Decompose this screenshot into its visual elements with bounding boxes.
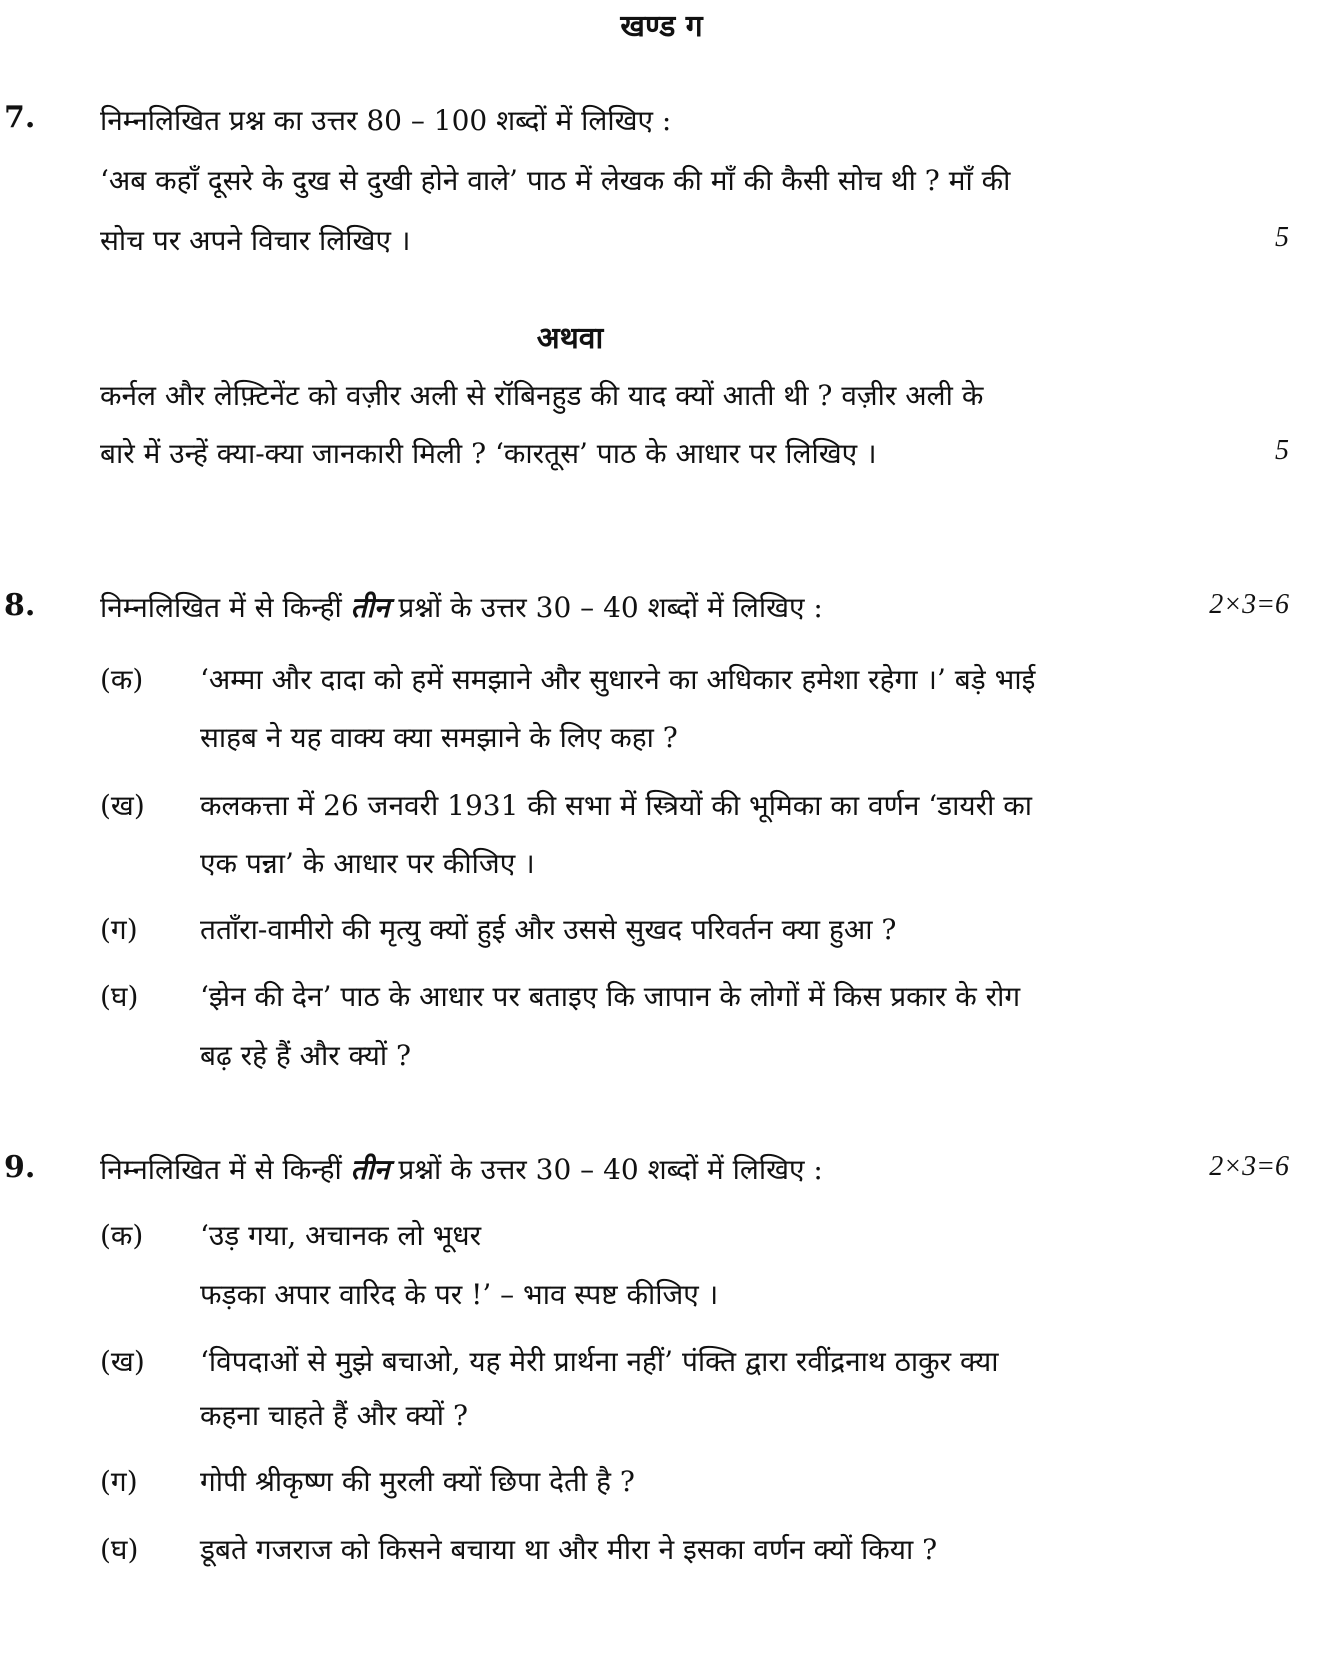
question-8-marks: 2×3=6 [1209, 589, 1289, 620]
question-7-text-line-1: ‘अब कहाँ दूसरे के दुख से दुखी होने वाले’ पाठ में लेखक की माँ की कैसी सोच थी ? माँ की [100, 164, 1011, 197]
question-9-item-text: गोपी श्रीकृष्ण की मुरली क्यों छिपा देती है ? [200, 1465, 635, 1498]
question-9-number: 9. [4, 1150, 36, 1185]
question-8-item-text: ‘झेन की देन’ पाठ के आधार पर बताइए कि जापान के लोगों में किस प्रकार के रोग [200, 980, 1021, 1013]
question-8-number: 8. [4, 588, 36, 623]
question-9-item-label: (ग) [100, 1465, 138, 1498]
question-8-instruction-start: निम्नलिखित में से किन्हीं [100, 591, 351, 624]
question-8-item-text: साहब ने यह वाक्य क्या समझाने के लिए कहा ? [200, 721, 678, 754]
section-title: खण्ड ग [620, 9, 703, 44]
question-9-item-text: फड़का अपार वारिद के पर !’ – भाव स्पष्ट कीजिए । [200, 1278, 719, 1311]
question-8-item-label: (ग) [100, 913, 138, 946]
question-9-item-label: (ख) [100, 1345, 145, 1378]
question-8-item-text: एक पन्ना’ के आधार पर कीजिए । [200, 847, 535, 880]
question-8-item-label: (घ) [100, 980, 139, 1013]
question-9-instruction-start: निम्नलिखित में से किन्हीं [100, 1153, 351, 1186]
question-8-item-text: तताँरा-वामीरो की मृत्यु क्यों हुई और उससे सुखद परिवर्तन क्या हुआ ? [200, 913, 897, 946]
question-9-instruction-end: प्रश्नों के उत्तर 30 – 40 शब्दों में लिखिए : [389, 1153, 823, 1186]
question-9-item-text: कहना चाहते हैं और क्यों ? [200, 1399, 468, 1432]
question-8-item-label: (क) [100, 663, 144, 696]
question-9-item-text: ‘विपदाओं से मुझे बचाओ, यह मेरी प्रार्थना नहीं’ पंक्ति द्वारा रवींद्रनाथ ठाकुर क्या [200, 1345, 999, 1378]
question-9-item-text: डूबते गजराज को किसने बचाया था और मीरा ने इसका वर्णन क्यों किया ? [200, 1533, 938, 1566]
question-7-alt-line-2: बारे में उन्हें क्या-क्या जानकारी मिली ? ‘कारतूस’ पाठ के आधार पर लिखिए । [100, 437, 877, 470]
question-8-instruction [100, 588, 823, 626]
question-8-item-text: ‘अम्मा और दादा को हमें समझाने और सुधारने का अधिकार हमेशा रहेगा ।’ बड़े भाई [200, 663, 1036, 696]
question-9-item-text: ‘उड़ गया, अचानक लो भूधर [200, 1219, 482, 1252]
question-7-instruction: निम्नलिखित प्रश्न का उत्तर 80 – 100 शब्दों में लिखिए : [100, 104, 672, 137]
question-9-item-label: (क) [100, 1219, 144, 1252]
question-7-marks: 5 [1275, 222, 1289, 253]
question-9-marks: 2×3=6 [1209, 1151, 1289, 1182]
question-9-instruction [100, 1150, 823, 1188]
question-7-alt-marks: 5 [1275, 435, 1289, 466]
or-label: अथवा [536, 321, 604, 356]
question-9-instruction-emphasis: तीन [350, 1153, 390, 1186]
question-8-item-label: (ख) [100, 789, 145, 822]
question-8-instruction-end: प्रश्नों के उत्तर 30 – 40 शब्दों में लिखिए : [389, 591, 823, 624]
question-7-number: 7. [4, 100, 36, 135]
question-9-item-label: (घ) [100, 1533, 139, 1566]
question-8-item-text: बढ़ रहे हैं और क्यों ? [200, 1039, 412, 1072]
question-8-instruction-emphasis: तीन [350, 591, 390, 624]
question-7-alt-line-1: कर्नल और लेफ़्टिनेंट को वज़ीर अली से रॉबिनहुड की याद क्यों आती थी ? वज़ीर अली के [100, 379, 984, 412]
question-8-item-text: कलकत्ता में 26 जनवरी 1931 की सभा में स्त्रियों की भूमिका का वर्णन ‘डायरी का [200, 789, 1033, 822]
question-7-text-line-2: सोच पर अपने विचार लिखिए । [100, 224, 411, 257]
